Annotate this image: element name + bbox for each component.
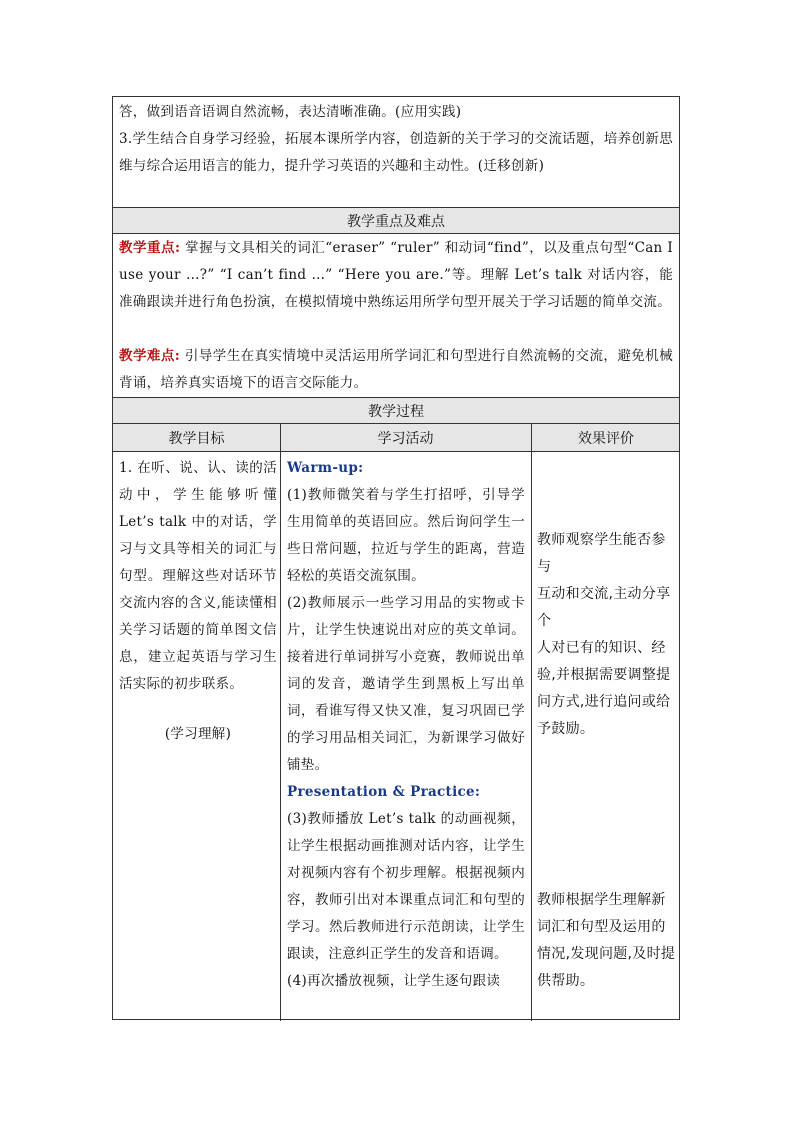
learning-goal-tag: (学习理解) — [164, 726, 232, 742]
column-divider — [531, 424, 532, 1021]
difficulty-label: 教学难点: — [119, 348, 181, 364]
divider — [113, 233, 679, 234]
evaluation-line-1: 教师观察学生能否参与 — [537, 532, 666, 575]
teaching-focus — [119, 235, 673, 316]
divider — [113, 451, 679, 452]
evaluation-1 — [537, 527, 677, 743]
key-points-header: 教学重点及难点 — [347, 214, 445, 230]
column-header-evaluation: 效果评价 — [578, 431, 634, 447]
evaluation-line-3: 人对已有的知识、经验,并根据需要调整提问方式,进行追问或给予鼓励。 — [537, 640, 671, 737]
lesson-plan-table — [112, 96, 680, 1020]
warmup-title: Warm-up: — [287, 460, 364, 476]
evaluation-line-2: 互动和交流,主动分享个 — [537, 586, 671, 629]
column-header-goal: 教学目标 — [168, 431, 225, 447]
warmup-step-2: (2)教师展示一些学习用品的实物或卡片，让学生快速说出对应的英文单词。接着进行单词拼写小竞赛，教师说出单词的发音，邀请学生到黑板上写出单词，看谁写得又快又准，复习巩固已学的学习用品相关词汇，为新课学习做好铺垫。 — [287, 595, 525, 773]
continued-objective-text: 答，做到语音语调自然流畅，表达清晰准确。(应用实践) — [119, 104, 462, 120]
objective-item-3: 3.学生结合自身学习经验，拓展本课所学内容，创造新的关于学习的交流话题，培养创新思维与综合运用语言的能力，提升学习英语的兴趣和主动性。(迁移创新) — [119, 131, 673, 174]
presentation-step-4: (4)再次播放视频，让学生逐句跟读 — [287, 973, 501, 989]
evaluation-2: 教师根据学生理解新词汇和句型及运用的情况,发现问题,及时提供帮助。 — [537, 892, 676, 989]
difficulty-text: 引导学生在真实情境中灵活运用所学词汇和句型进行自然流畅的交流，避免机械背诵，培养真实语境下的语言交际能力。 — [119, 348, 673, 391]
teaching-difficulty — [119, 343, 673, 397]
warmup-step-1: (1)教师微笑着与学生打招呼，引导学生用简单的英语回应。然后询问学生一些日常问题，拉近与学生的距离，营造轻松的英语交流氛围。 — [287, 487, 525, 584]
focus-text: 掌握与文具相关的词汇“eraser” “ruler” 和动词“find”，以及重点句型“Can I use your …?” “I can’t find …” “Here you are.”等。理解 Let’s talk 对话内容，能准确跟读并进行角色扮演，在模拟情境中熟练运用所学句型开展关于学习话题的简单交流。 — [119, 240, 673, 310]
presentation-step-3: (3)教师播放 Let’s talk 的动画视频，让学生根据动画推测对话内容，让学生对视频内容有个初步理解。根据视频内容，教师引出对本课重点词汇和句型的学习。然后教师进行示范朗读，让学生跟读，注意纠正学生的发音和语调。 — [287, 811, 525, 962]
focus-label: 教学重点: — [119, 240, 181, 256]
warmup-section — [287, 455, 525, 995]
presentation-title: Presentation & Practice: — [287, 784, 481, 800]
learning-goal: 1. 在听、说、认、读的活动中，学生能够听懂Let’s talk 中的对话，学习与文具等相关的词汇与句型。理解这些对话环节交流内容的含义,能读懂相关学习话题的简单图文信息，建立起英语与学习生活实际的初步联系。 — [119, 460, 277, 692]
process-header: 教学过程 — [368, 404, 424, 420]
column-divider — [280, 424, 281, 1021]
column-header-activity: 学习活动 — [377, 431, 434, 447]
